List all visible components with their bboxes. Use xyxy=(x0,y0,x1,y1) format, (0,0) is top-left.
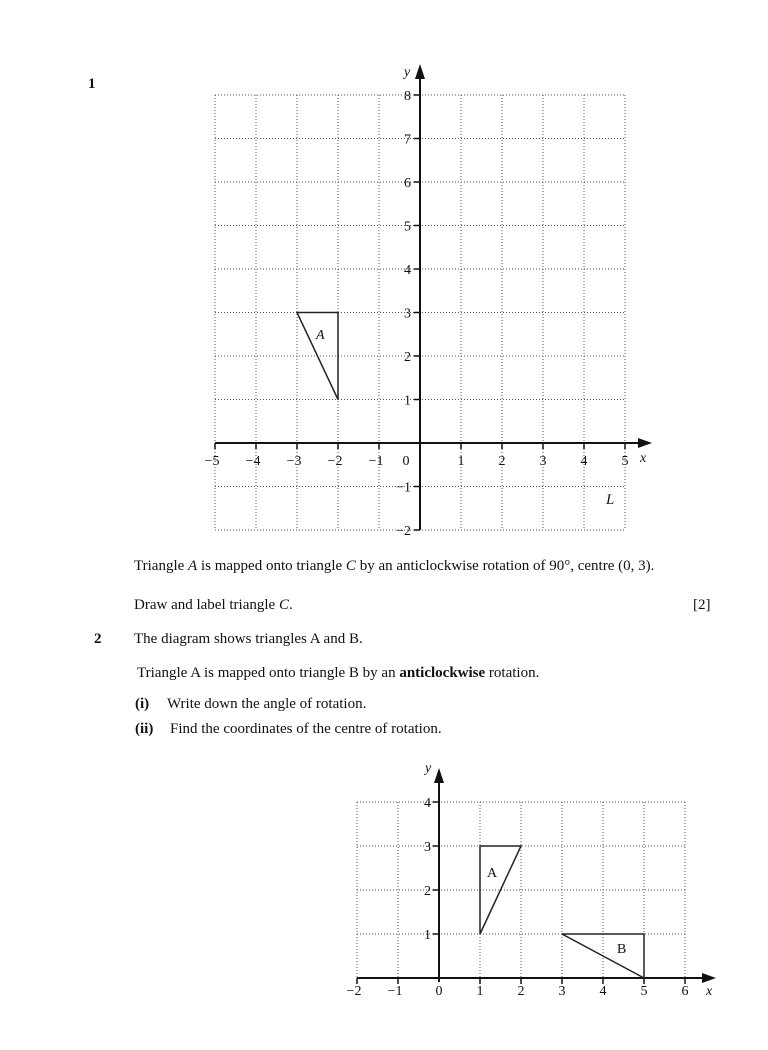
q1-x-tick: −4 xyxy=(245,454,261,469)
q1-paragraph-1: Triangle A is mapped onto triangle C by an anticlockwise rotation of 90°, centre (0, 3). xyxy=(134,558,655,574)
q2-x-tick: 3 xyxy=(558,984,566,999)
q2-x-tick: 6 xyxy=(681,984,689,999)
q1-y-tick: 3 xyxy=(404,306,411,322)
q2-y-tick: 3 xyxy=(424,840,431,855)
q2-x-tick: 1 xyxy=(476,984,484,999)
q1-marks: [2] xyxy=(693,597,711,613)
q1-x-arrow xyxy=(638,438,652,448)
q1-line-label: L xyxy=(606,492,615,508)
q2-x-tick: 4 xyxy=(599,984,607,999)
q2-y-tick: 4 xyxy=(424,796,431,811)
q1-y-tick: −2 xyxy=(396,524,411,539)
q1-x-tick: −3 xyxy=(286,454,302,469)
q1-origin-label: 0 xyxy=(402,454,410,469)
question-2-number: 2 xyxy=(94,631,102,647)
question-1-number: 1 xyxy=(88,76,96,92)
q1-y-tick: 8 xyxy=(404,89,411,104)
q2-triangle-a-label: A xyxy=(487,866,498,881)
q2-y-tick: 2 xyxy=(424,884,431,899)
q1-x-tick: −1 xyxy=(368,454,384,469)
q2-part-i-label: (i) xyxy=(135,696,150,712)
q2-x-tick: −1 xyxy=(387,984,403,999)
q1-y-tick: 7 xyxy=(404,132,411,148)
q1-x-tick: 1 xyxy=(457,454,465,469)
q1-triangle-a-label: A xyxy=(316,328,325,343)
q2-part-i: (i) Write down the angle of rotation. xyxy=(135,696,367,712)
question-2-graph xyxy=(0,750,768,1050)
q1-y-tick: −1 xyxy=(396,480,411,496)
q2-part-ii: (ii) Find the coordinates of the centre of rotation. xyxy=(135,721,442,737)
q2-y-arrow xyxy=(434,768,444,783)
q1-x-tick: 2 xyxy=(498,454,506,469)
q1-triangle-a xyxy=(297,313,338,400)
q1-x-tick: −5 xyxy=(204,454,220,469)
q2-sentence: Triangle A is mapped onto triangle B by an anticlockwise rotation. xyxy=(137,665,540,681)
q2-origin-label: 0 xyxy=(435,984,443,999)
q1-y-tick: 6 xyxy=(404,176,411,191)
q2-x-tick: 2 xyxy=(517,984,525,999)
q1-x-axis-label: x xyxy=(640,451,647,466)
q1-y-tick: 5 xyxy=(404,219,411,235)
q2-triangle-b-label: B xyxy=(617,942,627,957)
q2-y-tick: 1 xyxy=(424,928,431,943)
q1-x-tick: 3 xyxy=(539,454,547,469)
q1-y-axis-label: y xyxy=(404,65,411,80)
q1-paragraph-2: Draw and label triangle C. xyxy=(134,597,293,613)
q1-x-tick: −2 xyxy=(327,454,343,469)
q2-part-ii-label: (ii) xyxy=(135,721,154,737)
q2-x-tick: −2 xyxy=(346,984,362,999)
q1-x-tick: 5 xyxy=(621,454,629,469)
q1-y-tick: 2 xyxy=(404,350,411,365)
q2-intro: The diagram shows triangles A and B. xyxy=(134,631,363,647)
q2-y-axis-label: y xyxy=(425,761,432,776)
q2-x-arrow xyxy=(702,973,716,983)
q2-x-axis-label: x xyxy=(706,984,713,999)
q2-x-tick: 5 xyxy=(640,984,648,999)
q1-x-tick: 4 xyxy=(580,454,588,469)
q1-y-arrow xyxy=(415,64,425,79)
q1-y-tick: 4 xyxy=(404,263,411,278)
q1-y-tick: 1 xyxy=(404,393,411,409)
